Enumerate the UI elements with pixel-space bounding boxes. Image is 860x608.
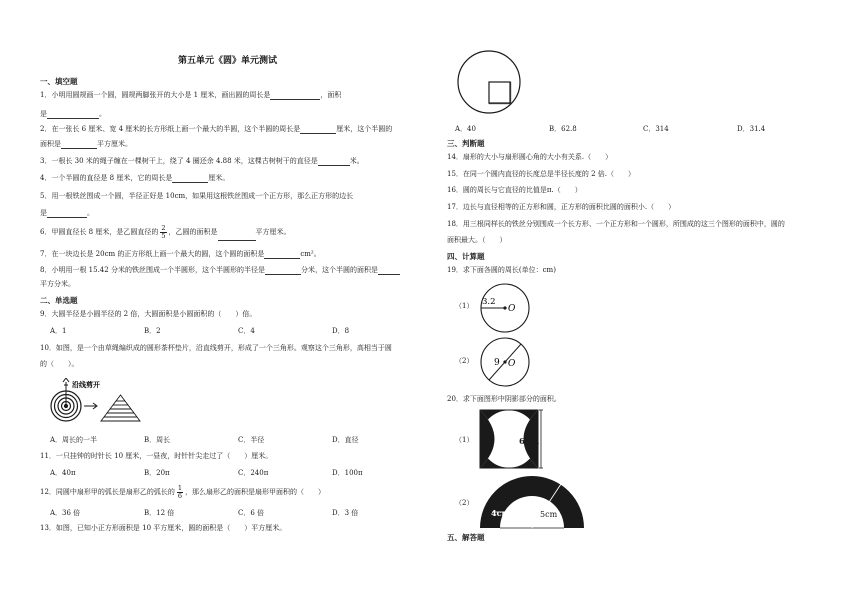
answer-blank[interactable]: [270, 92, 320, 100]
radius-label: 3.2: [482, 297, 496, 307]
question-10-line-2: 的（ ）。: [40, 360, 79, 368]
shaded-square-figure: [477, 407, 547, 473]
answer-blank[interactable]: [265, 267, 301, 275]
coaster-figure: [46, 378, 146, 426]
sub-label-1: （1）: [455, 302, 474, 310]
answer-blank[interactable]: [318, 158, 350, 166]
question-17: 17．边长与直径相等的正方形和圆，正方形的面积比圆的面积小.（ ）: [447, 203, 676, 211]
question-18-line-1: 18．用三根同样长的铁丝分别围成一个长方形、一个正方形和一个圆形，所围成的这三个图形的面积中，圆的: [447, 220, 785, 228]
sub-label-2: （2）: [455, 499, 474, 507]
circle-diameter-figure: [477, 336, 533, 388]
center-label: O: [508, 304, 516, 314]
option-c[interactable]: C．4: [238, 327, 255, 335]
question-1-line-2: 是 。: [40, 110, 106, 118]
diameter-label: 9: [494, 358, 500, 368]
option-b[interactable]: B．12 倍: [144, 509, 175, 517]
option-b[interactable]: B．62.8: [549, 125, 577, 133]
shaded-ring-figure: [477, 474, 587, 530]
question-3: 3．一根长 30 米的绳子缠在一棵树干上，绕了 4 圈还余 4.88 米，这棵古树树干的直径是 米。: [40, 157, 364, 165]
sub-label-2: （2）: [455, 357, 474, 365]
outer-dimension-label: 5cm: [540, 510, 558, 519]
question-9: 9．大圆半径是小圆半径的 2 倍，大圆面积是小圆面积的（ ）倍。: [40, 310, 257, 318]
section-heading-fill: 一、填空题: [40, 77, 78, 86]
question-15: 15．在同一个圆内直径的长度总是半径长度的 2 倍.（ ）: [447, 170, 636, 178]
triangle-stack: [101, 395, 140, 421]
question-1-line-1: 1．小明用圆规画一个圆，圆规两脚张开的大小是 1 厘米，画出圆的周长是 ，面积: [40, 91, 342, 99]
ring-shape: [480, 476, 584, 528]
question-5-line-1: 5．用一根铁丝围成一个圆，半径正好是 10cm，如果用这根铁丝围成一个正方形，那么正方形的边长: [40, 192, 354, 200]
question-18-line-2: 面积最大。（ ）: [447, 236, 507, 244]
fraction: $\frac{2}{5}$: [161, 223, 166, 240]
question-8-line-1: 8．小明用一根 15.42 分米的铁丝围成一个半圆形，这个半圆形的半径是 分米，这个半圆的面积是: [40, 266, 400, 275]
question-2-line-1: 2．在一张长 6 厘米、宽 4 厘米的长方形纸上画一个最大的半圆，这个半圆的周长是 厘米，这个半圆的: [40, 125, 393, 133]
question-20: 20．求下面图形中阴影部分的面积。: [447, 395, 561, 403]
center-label: O: [508, 359, 516, 369]
section-heading-single-choice: 二、单选题: [40, 296, 78, 305]
option-c[interactable]: C．6 倍: [238, 509, 265, 517]
inner-dimension-label: 4cm: [491, 508, 510, 518]
option-b[interactable]: B．20π: [144, 469, 170, 477]
arrow-right-icon: [84, 403, 97, 409]
question-10-line-1: 10．如图，是一个由草绳编织成的圆形茶杯垫片，沿直线剪开，形成了一个三角形。观察这个三角形，高相当于圆: [40, 344, 392, 352]
answer-blank[interactable]: [300, 126, 336, 134]
answer-blank[interactable]: [61, 141, 97, 149]
question-14: 14．扇形的大小与扇形圆心角的大小有关系.（ ）: [447, 153, 613, 161]
option-a[interactable]: A．1: [50, 327, 67, 335]
option-a[interactable]: A．40π: [50, 469, 76, 477]
question-8-line-2: 平方分米。: [40, 280, 75, 288]
question-13: 13．如图，已知小正方形面积是 10 平方厘米，圆的面积是（ ）平方厘米。: [40, 524, 287, 532]
answer-blank[interactable]: [218, 233, 256, 241]
small-square: [489, 82, 510, 103]
question-2-line-2: 面积是 平方厘米。: [40, 140, 132, 148]
answer-blank[interactable]: [172, 175, 208, 183]
question-11: 11．一只挂钟的时针长 10 厘米，一昼夜，时针针尖走过了（ ）厘米。: [40, 452, 273, 460]
option-a[interactable]: A．周长的一半: [50, 436, 98, 444]
dimension-label: 6cm: [519, 437, 540, 447]
question-6: 6．甲圆直径长 8 厘米，是乙圆直径的 $\frac{2}{5}$ ，乙圆的面积是 平方厘米。: [40, 223, 291, 240]
option-b[interactable]: B．周长: [144, 436, 171, 444]
circle-radius-figure: [477, 283, 533, 335]
option-d[interactable]: D．3 倍: [332, 509, 359, 517]
option-b[interactable]: B．2: [144, 327, 161, 335]
option-a[interactable]: A．36 倍: [50, 509, 81, 517]
section-heading-calculation: 四、计算题: [447, 252, 485, 261]
question-7: 7．在一块边长是 20cm 的正方形纸上画一个最大的圆，这个圆的面积是 cm²。: [40, 250, 321, 258]
option-a[interactable]: A．40: [455, 125, 476, 133]
question-12: 12．同圆中扇形甲的弧长是扇形乙的弧长的 $\frac{1}{6}$ ，那么扇形乙的面积是扇形甲面积的（ ）: [40, 483, 326, 500]
option-d[interactable]: D．31.4: [737, 125, 766, 133]
sub-label-1: （1）: [455, 436, 474, 444]
option-d[interactable]: D．直径: [332, 436, 359, 444]
cut-caption: 沿线剪开: [72, 380, 100, 389]
answer-blank[interactable]: [47, 111, 99, 119]
fraction: $\frac{1}{6}$: [177, 483, 183, 500]
option-d[interactable]: D．8: [332, 327, 350, 335]
question-4: 4．一个半圆的直径是 8 厘米，它的周长是 厘米。: [40, 174, 230, 182]
circle-square-figure: [455, 48, 525, 118]
option-c[interactable]: C．314: [643, 125, 669, 133]
page-title: 第五单元《圆》单元测试: [178, 56, 278, 66]
option-c[interactable]: C．半径: [238, 436, 265, 444]
section-heading-word-problems: 五、解答题: [447, 533, 485, 542]
question-19: 19．求下面各圆的周长(单位：cm): [447, 266, 556, 274]
answer-blank[interactable]: [378, 267, 400, 275]
question-5-line-2: 是 。: [40, 209, 94, 217]
option-d[interactable]: D．100π: [332, 469, 363, 477]
option-c[interactable]: C．240π: [238, 469, 269, 477]
answer-blank[interactable]: [264, 251, 300, 259]
section-heading-true-false: 三、判断题: [447, 139, 485, 148]
answer-blank[interactable]: [47, 210, 87, 218]
question-16: 16．圆的周长与它直径的比值是π.（ ）: [447, 186, 582, 194]
